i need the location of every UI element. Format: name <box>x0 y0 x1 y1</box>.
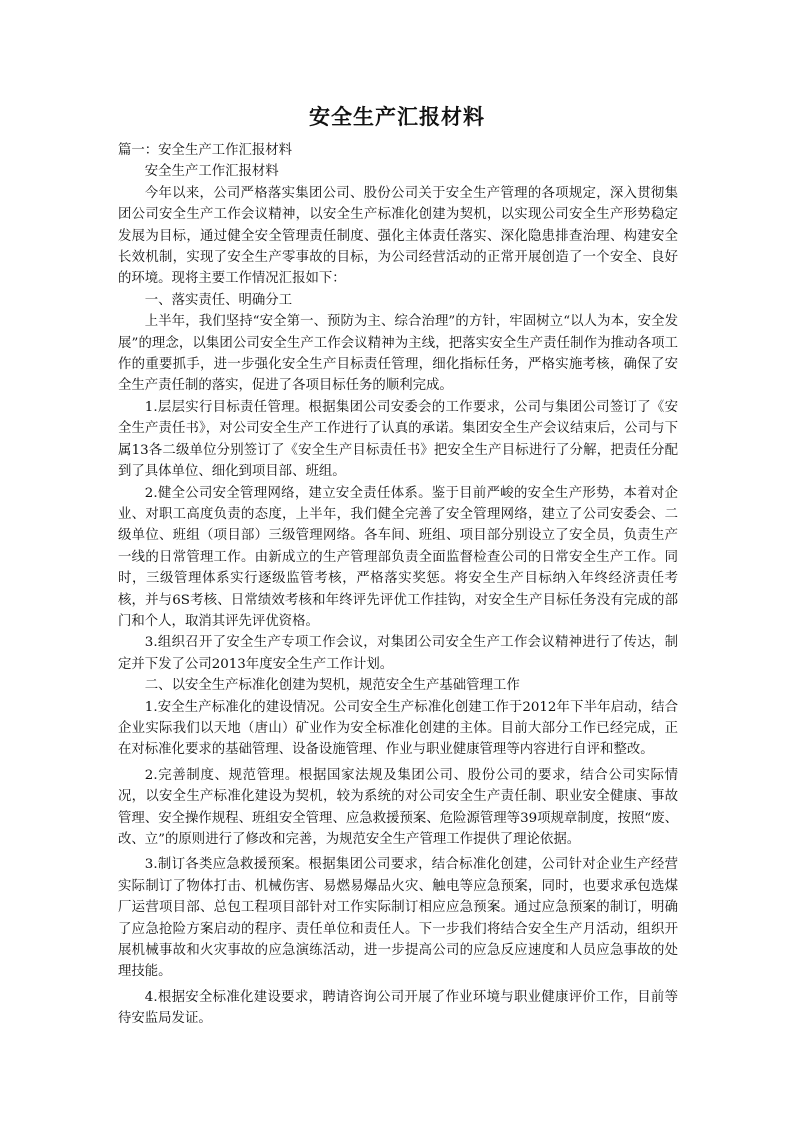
paragraph: 3.制订各类应急救援预案。根据集团公司要求，结合标准化创建，公司针对企业生产经营实际制订了物体打击、机械伤害、易燃易爆品火灾、触电等应急预案，同时，也要求承包选煤厂运营项目部、总包工程项目部针对工作实际制订相应应急预案。通过应急预案的制订，明确了应急抢险方案启动的程序、责任单位和责任人。下一步我们将结合安全生产月活动，组织开展机械事故和火灾事故的应急演练活动，进一步提高公司的应急反应速度和人员应急事故的处理技能。 <box>118 857 678 980</box>
paragraph: 安全生产工作汇报材料 <box>144 164 279 180</box>
paragraph: 今年以来，公司严格落实集团公司、股份公司关于安全生产管理的各项规定，深入贯彻集团公司安全生产工作会议精神，以安全生产标准化创建为契机，以实现公司安全生产形势稳定发展为目标，通过健全安全管理责任制度、强化主体责任落实、深化隐患排查治理、构建安全长效机制，实现了安全生产零事故的目标，为公司经营活动的正常开展创造了一个安全、良好的环境。现将主要工作情况汇报如下： <box>118 185 678 287</box>
paragraph: 上半年，我们坚持“安全第一、预防为主、综合治理”的方针，牢固树立“以人为本，安全发展”的理念，以集团公司安全生产工作会议精神为主线，把落实安全生产责任制作为推动各项工作的重要抓手，进一步强化安全生产目标责任管理，细化指标任务，严格实施考核，确保了安全生产责任制的落实，促进了各项目标任务的顺利完成。 <box>118 314 678 394</box>
paragraph: 1.层层实行目标责任管理。根据集团公司安委会的工作要求，公司与集团公司签订了《安全生产责任书》，对公司安全生产工作进行了认真的承诺。集团安全生产会议结束后，公司与下属13各二级单位分别签订了《安全生产目标责任书》把安全生产目标进行了分解，把责任分配到了具体单位、细化到项目部、班组。 <box>118 399 678 480</box>
document-title: 安全生产汇报材料 <box>309 104 485 129</box>
document-body <box>118 140 678 1030</box>
section-heading: 二、以安全生产标准化创建为契机，规范安全生产基础管理工作 <box>144 678 520 694</box>
paragraph: 2.健全公司安全管理网络，建立安全责任体系。鉴于目前严峻的安全生产形势，本着对企业、对职工高度负责的态度，上半年，我们健全完善了安全管理网络，建立了公司安委会、二级单位、班组（项目部）三级管理网络。各车间、班组、项目部分别设立了安全员，负责生产一线的日常管理工作。由新成立的生产管理部负责全面监督检查公司的日常安全生产工作。同时，三级管理体系实行逐级监管考核，严格落实奖惩。将安全生产目标纳入年终经济责任考核，并与6S考核、日常绩效考核和年终评先评优工作挂钩，对安全生产目标任务没有完成的部门和个人，取消其评先评优资格。 <box>118 485 678 629</box>
section-heading: 一、落实责任、明确分工 <box>144 292 293 308</box>
paragraph: 1.安全生产标准化的建设情况。公司安全生产标准化创建工作于2012年下半年启动，结合企业实际我们以天地（唐山）矿业作为安全标准化创建的主体。目前大部分工作已经完成，正在对标准化要求的基础管理、设备设施管理、作业与职业健康管理等内容进行自评和整改。 <box>118 699 678 758</box>
paragraph: 篇一：安全生产工作汇报材料 <box>118 143 293 158</box>
paragraph: 4.根据安全标准化建设要求，聘请咨询公司开展了作业环境与职业健康评价工作，目前等待安监局发证。 <box>118 989 678 1027</box>
paragraph: 3.组织召开了安全生产专项工作会议，对集团公司安全生产工作会议精神进行了传达，制定并下发了公司2013年度安全生产工作计划。 <box>118 635 678 672</box>
paragraph: 2.完善制度、规范管理。根据国家法规及集团公司、股份公司的要求，结合公司实际情况，以安全生产标准化建设为契机，较为系统的对公司安全生产责任制、职业安全健康、事故管理、安全操作规程、班组安全管理、应急救援预案、危险源管理等39项规章制度，按照“废、改、立”的原则进行了修改和完善，为规范安全生产管理工作提供了理论依据。 <box>118 767 678 847</box>
